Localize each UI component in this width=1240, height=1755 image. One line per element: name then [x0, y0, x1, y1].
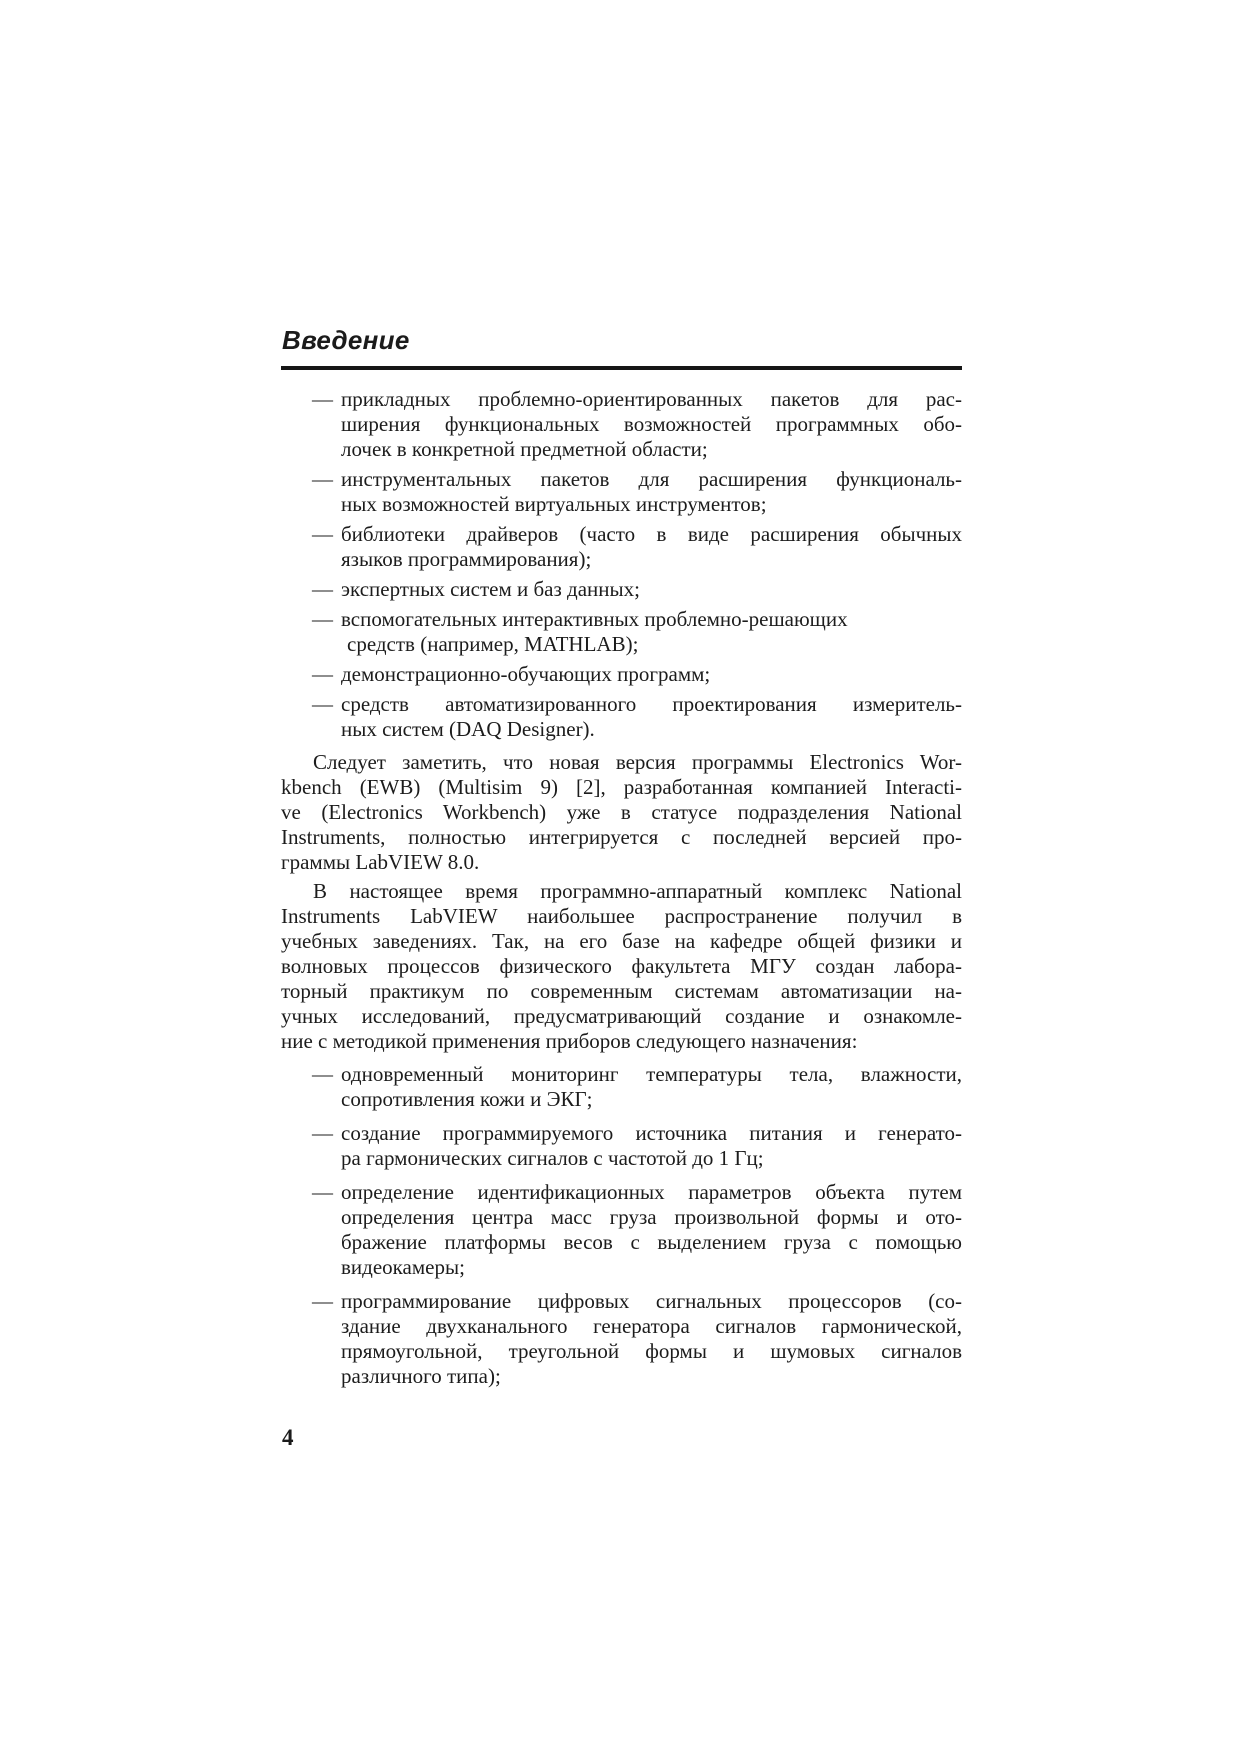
- text-line: бражение платформы весов с выделением груза с помощью: [341, 1230, 962, 1254]
- list-item: [281, 692, 962, 742]
- text-line: вспомогательных интерактивных проблемно-решающих: [341, 607, 848, 631]
- text-line: волновых процессов физического факультета МГУ создан лабора-: [281, 954, 962, 978]
- text-line: одновременный мониторинг температуры тела, влажности,: [341, 1062, 962, 1086]
- paragraph-labview: [281, 879, 962, 1054]
- list-item: [281, 467, 962, 517]
- text-line: создание программируемого источника питания и генерато-: [341, 1121, 962, 1145]
- text-line: ширения функциональных возможностей программных обо-: [341, 412, 962, 436]
- header-rule: [281, 366, 962, 370]
- text-line: учных исследований, предусматривающий создание и ознакомле-: [281, 1004, 962, 1028]
- text-line: средств автоматизированного проектирования измеритель-: [341, 692, 962, 716]
- text-line: здание двухканального генератора сигналов гармонической,: [341, 1314, 962, 1338]
- text-line: ve (Electronics Workbench) уже в статусе подразделения National: [281, 800, 962, 824]
- list-item: [281, 577, 962, 602]
- text-line: языков программирования);: [341, 547, 592, 571]
- list-dash: —: [312, 577, 333, 601]
- text-line: средств (например, MATHLAB);: [347, 632, 639, 656]
- text-line: ных систем (DAQ Designer).: [341, 717, 595, 741]
- list-item: [281, 1062, 962, 1112]
- text-line: учебных заведениях. Так, на его базе на кафедре общей физики и: [281, 929, 962, 953]
- list-dash: —: [312, 467, 333, 491]
- text-line: kbench (EWB) (Multisim 9) [2], разработанная компанией Interacti-: [281, 775, 962, 799]
- text-line: прямоугольной, треугольной формы и шумовых сигналов: [341, 1339, 962, 1363]
- text-line: прикладных проблемно-ориентированных пакетов для рас-: [341, 387, 962, 411]
- text-line: торный практикум по современным системам автоматизации на-: [281, 979, 962, 1003]
- list-dash: —: [312, 1121, 333, 1145]
- list-item: [281, 522, 962, 572]
- text-line: видеокамеры;: [341, 1255, 465, 1279]
- text-line: инструментальных пакетов для расширения функциональ-: [341, 467, 962, 491]
- list-item: [281, 607, 962, 657]
- paragraph-ewb: [281, 750, 962, 875]
- dash-list-software-packages: [281, 387, 962, 742]
- text-line: демонстрационно-обучающих программ;: [341, 662, 711, 686]
- list-item: [281, 387, 962, 462]
- text-line: В настоящее время программно-аппаратный комплекс National: [313, 879, 962, 903]
- list-dash: —: [312, 1062, 333, 1086]
- text-line: различного типа);: [341, 1364, 501, 1388]
- page-header: Введение: [282, 325, 410, 355]
- list-item: [281, 1121, 962, 1171]
- text-line: граммы LabVIEW 8.0.: [281, 850, 480, 874]
- list-dash: —: [312, 522, 333, 546]
- list-item: [281, 1289, 962, 1389]
- text-line: Instruments LabVIEW наибольшее распространение получил в: [281, 904, 962, 928]
- list-item: [281, 1180, 962, 1280]
- text-line: Instruments, полностью интегрируется с последней версией про-: [281, 825, 962, 849]
- text-line: определения центра масс груза произвольной формы и ото-: [341, 1205, 962, 1229]
- list-dash: —: [312, 662, 333, 686]
- text-line: лочек в конкретной предметной области;: [341, 437, 708, 461]
- text-line: библиотеки драйверов (часто в виде расширения обычных: [341, 522, 962, 546]
- page-number: 4: [282, 1425, 294, 1450]
- text-line: определение идентификационных параметров объекта путем: [341, 1180, 962, 1204]
- list-dash: —: [312, 387, 333, 411]
- list-dash: —: [312, 1180, 333, 1204]
- list-item: [281, 662, 962, 687]
- text-line: ра гармонических сигналов с частотой до 1 Гц;: [341, 1146, 764, 1170]
- list-dash: —: [312, 607, 333, 631]
- text-line: Следует заметить, что новая версия программы Electronics Wor-: [313, 750, 962, 774]
- page-content: [281, 387, 962, 1389]
- list-dash: —: [312, 1289, 333, 1313]
- text-line: экспертных систем и баз данных;: [341, 577, 640, 601]
- text-line: ние с методикой применения приборов следующего назначения:: [281, 1029, 858, 1053]
- dash-list-instrument-purposes: [281, 1062, 962, 1389]
- list-dash: —: [312, 692, 333, 716]
- text-line: программирование цифровых сигнальных процессоров (со-: [341, 1289, 962, 1313]
- text-line: ных возможностей виртуальных инструментов;: [341, 492, 767, 516]
- text-line: сопротивления кожи и ЭКГ;: [341, 1087, 593, 1111]
